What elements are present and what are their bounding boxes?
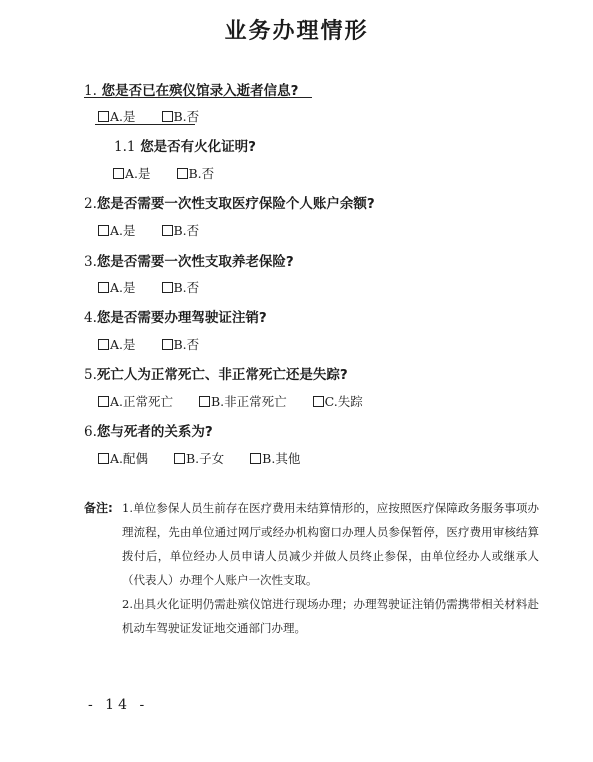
- question-number: 2.: [84, 196, 97, 212]
- question-4: [84, 306, 267, 326]
- notes-heading: 备注:: [84, 501, 113, 515]
- question-3: [84, 250, 294, 270]
- underline: [84, 97, 312, 98]
- option-a[interactable]: A.是: [113, 164, 151, 182]
- option-b[interactable]: B.非正常死亡: [199, 392, 287, 410]
- checkbox-icon[interactable]: [98, 339, 109, 350]
- option-b[interactable]: B.否: [162, 221, 200, 239]
- checkbox-icon[interactable]: [177, 168, 188, 179]
- checkbox-icon[interactable]: [98, 453, 109, 464]
- option-a[interactable]: A.是: [98, 278, 136, 296]
- question-number: 1.1: [114, 139, 136, 155]
- checkbox-icon[interactable]: [113, 168, 124, 179]
- checkbox-icon[interactable]: [98, 282, 109, 293]
- underline: [95, 124, 195, 125]
- note-item: 1.单位参保人员生前存在医疗费用未结算情形的，应按照医疗保障政务服务事项办理流程，先由单位通过网厅或经办机构窗口办理人员参保暂停，医疗费用审核结算拨付后，单位经办人员申请人员减少并做人员终止参保，由单位经办人或继承人（代表人）办理个人账户一次性支取。: [122, 501, 539, 587]
- checkbox-icon[interactable]: [162, 225, 173, 236]
- option-c[interactable]: B.其他: [250, 449, 300, 467]
- option-a[interactable]: A.正常死亡: [98, 392, 173, 410]
- checkbox-icon[interactable]: [174, 453, 185, 464]
- checkbox-icon[interactable]: [98, 111, 109, 122]
- checkbox-icon[interactable]: [98, 396, 109, 407]
- option-b[interactable]: B.子女: [174, 449, 224, 467]
- option-b[interactable]: B.否: [162, 335, 200, 353]
- option-a[interactable]: A.是: [98, 107, 136, 125]
- checkbox-icon[interactable]: [162, 339, 173, 350]
- option-a[interactable]: A.是: [98, 335, 136, 353]
- question-5-options: [98, 392, 385, 410]
- question-number: 3.: [84, 254, 97, 270]
- question-1-1: [114, 135, 256, 155]
- question-6-options: [98, 449, 322, 467]
- question-6: [84, 420, 213, 440]
- question-1: [84, 79, 298, 99]
- option-c[interactable]: C.失踪: [313, 392, 363, 410]
- option-a[interactable]: A.配偶: [98, 449, 148, 467]
- question-number: 4.: [84, 310, 97, 326]
- question-5: [84, 363, 348, 383]
- note-item: 2.出具火化证明仍需赴殡仪馆进行现场办理；办理驾驶证注销仍需携带相关材料赴机动车驾驶证发证地交通部门办理。: [122, 597, 539, 635]
- page-number: - 14 -: [88, 697, 149, 713]
- checkbox-icon[interactable]: [162, 111, 173, 122]
- question-2: [84, 192, 375, 212]
- checkbox-icon[interactable]: [199, 396, 210, 407]
- checkbox-icon[interactable]: [313, 396, 324, 407]
- question-text: 您与死者的关系为?: [96, 424, 213, 440]
- question-number: 6.: [84, 424, 97, 440]
- checkbox-icon[interactable]: [250, 453, 261, 464]
- question-1-1-options: [113, 164, 236, 182]
- question-text: 您是否有火化证明?: [140, 139, 257, 155]
- page-title: 业务办理情形: [224, 19, 369, 44]
- question-text: 您是否已在殡仪馆录入逝者信息?: [101, 83, 299, 99]
- question-text: 死亡人为正常死亡、非正常死亡还是失踪?: [96, 367, 348, 383]
- question-2-options: [98, 221, 221, 239]
- question-3-options: [98, 278, 221, 296]
- checkbox-icon[interactable]: [98, 225, 109, 236]
- option-a[interactable]: A.是: [98, 221, 136, 239]
- question-number: 5.: [84, 367, 97, 383]
- question-text: 您是否需要一次性支取医疗保险个人账户余额?: [96, 196, 375, 212]
- question-number: 1.: [84, 83, 97, 99]
- option-b[interactable]: B.否: [162, 107, 200, 125]
- option-b[interactable]: B.否: [162, 278, 200, 296]
- option-b[interactable]: B.否: [177, 164, 215, 182]
- question-1-options: [98, 107, 221, 125]
- question-text: 您是否需要办理驾驶证注销?: [96, 310, 267, 326]
- question-text: 您是否需要一次性支取养老保险?: [96, 254, 294, 270]
- checkbox-icon[interactable]: [162, 282, 173, 293]
- question-4-options: [98, 335, 221, 353]
